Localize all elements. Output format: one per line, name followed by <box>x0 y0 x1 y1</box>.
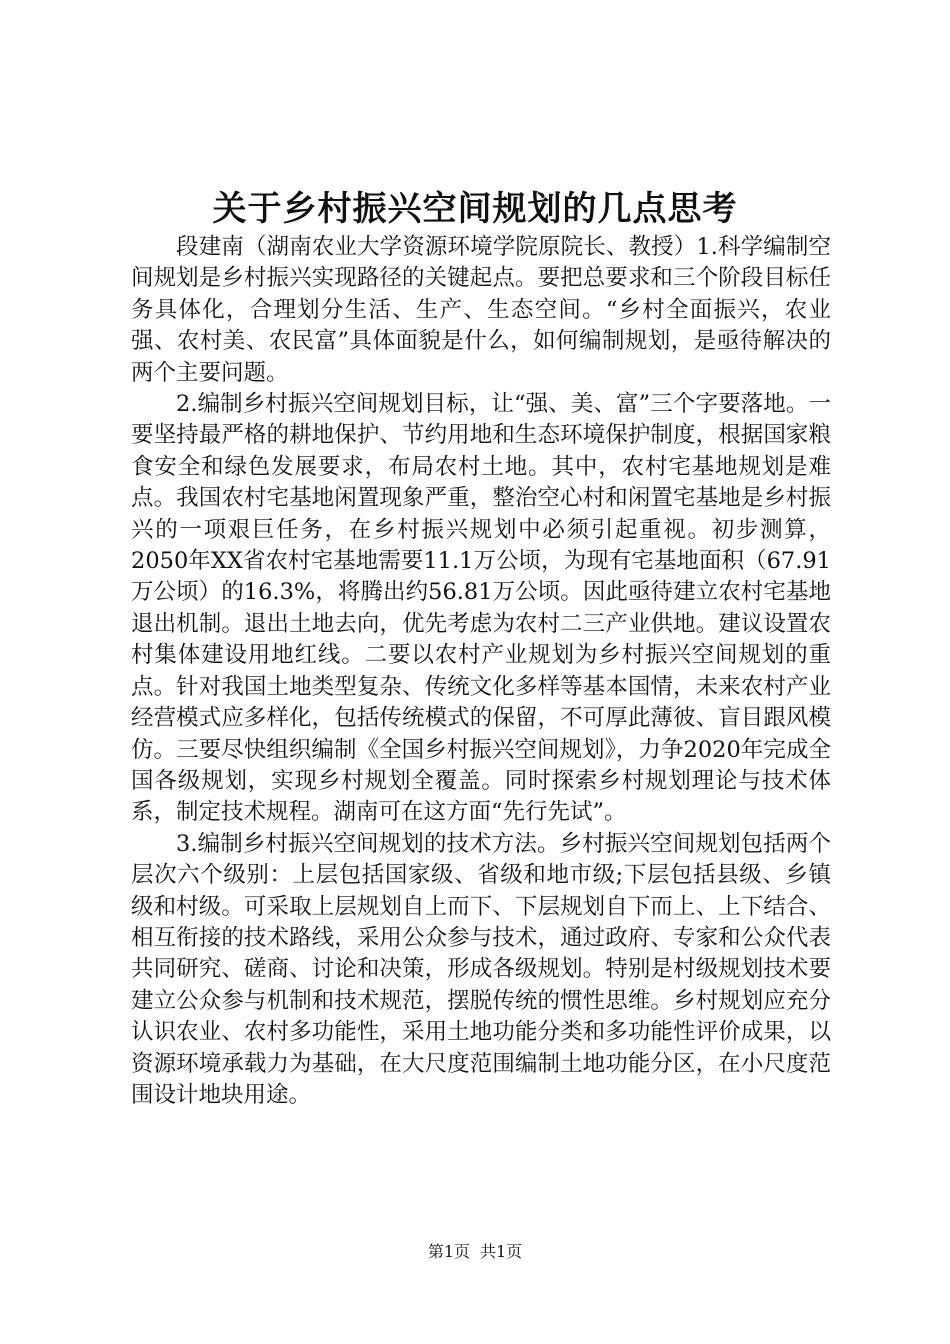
paragraph-2: 2.编制乡村振兴空间规划目标，让“强、美、富”三个字要落地。一要坚持最严格的耕地保护、节约用地和生态环境保护制度，根据国家粮食安全和绿色发展要求，布局农村土地。其中，农村宅基地规划是难点。我国农村宅基地闲置现象严重，整治空心村和闲置宅基地是乡村振兴的一项艰巨任务，在乡村振兴规划中必须引起重视。初步测算，2050年XX省农村宅基地需要11.1万公顷，为现有宅基地面积（67.91万公顷）的16.3%，将腾出约56.81万公顷。因此亟待建立农村宅基地退出机制。退出土地去向，优先考虑为农村二三产业供地。建议设置农村集体建设用地红线。二要以农村产业规划为乡村振兴空间规划的重点。针对我国土地类型复杂、传统文化多样等基本国情，未来农村产业经营模式应多样化，包括传统模式的保留，不可厚此薄彼、盲目跟风模仿。三要尽快组织编制《全国乡村振兴空间规划》，力争2020年完成全国各级规划，实现乡村规划全覆盖。同时探索乡村规划理论与技术体系，制定技术规程。湖南可在这方面“先行先试”。 <box>131 391 831 826</box>
page-total: 共1页 <box>480 1242 523 1261</box>
document-body <box>131 232 831 1111</box>
page-footer <box>0 1240 950 1264</box>
paragraph-1: 段建南（湖南农业大学资源环境学院原院长、教授）1.科学编制空间规划是乡村振兴实现路径的关键起点。要把总要求和三个阶段目标任务具体化，合理划分生活、生产、生态空间。“乡村全面振兴，农业强、农村美、农民富”具体面貌是什么，如何编制规划，是亟待解决的两个主要问题。 <box>131 234 831 386</box>
page-number: 第1页 <box>427 1242 470 1261</box>
document-title: 关于乡村振兴空间规划的几点思考 <box>212 189 738 229</box>
paragraph-3: 3.编制乡村振兴空间规划的技术方法。乡村振兴空间规划包括两个层次六个级别：上层包括国家级、省级和地市级;下层包括县级、乡镇级和村级。可采取上层规划自上而下、下层规划自下而上、上下结合、相互衔接的技术路线，采用公众参与技术，通过政府、专家和公众代表共同研究、磋商、讨论和决策，形成各级规划。特别是村级规划技术要建立公众参与机制和技术规范，摆脱传统的惯性思维。乡村规划应充分认识农业、农村多功能性，采用土地功能分类和多功能性评价成果，以资源环境承载力为基础，在大尺度范围编制土地功能分区，在小尺度范围设计地块用途。 <box>131 830 831 1108</box>
